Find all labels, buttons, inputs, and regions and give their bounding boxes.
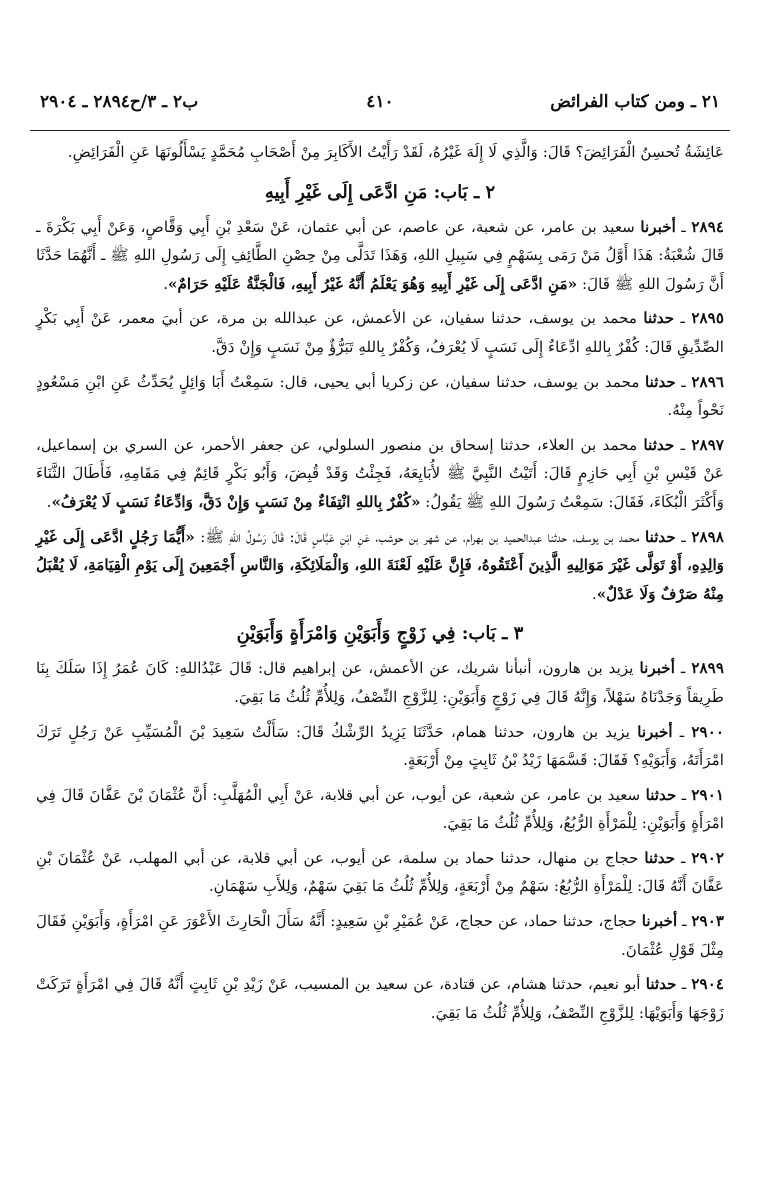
transmission-term: أخبرنا <box>637 722 673 741</box>
hadith-text: حجاج بن منهال، حدثنا حماد بن سلمة، عن أيوب، عن أبي قلابة، عن أبي المهلب، عَنْ عُثْمَانَ بْنِ عَفَّانَ أَنَّهُ قَالَ: لِلْمَرْأَةِ الرُّبُعُ: سَهْمٌ مِنْ أَرْبَعَةٍ، وَلِلأُمِّ ثُلُثُ مَا بَقِيَ سَهْمٌ، وَلِلأَبِ سَهْمَانِ. <box>36 848 724 896</box>
running-header <box>30 82 730 122</box>
hadith-text: محمد بن العلاء، حدثنا إسحاق بن منصور السلولي، عن جعفر الأحمر، عن السري بن إسماعيل، عَنْ قَيْسِ بْنِ أَبِي حَازِمٍ قَالَ: أَتَيْتُ النَّبِيَّ ﷺ لأُبَايِعَهُ، فَجِئْتُ وَقَدْ قُبِضَ، وَأَبُو بَكْرٍ قَائِمٌ فِي مَقَامِهِ، فَأَطَالَ الثَّنَاءَ وَأَكْثَرَ الْبُكَاءَ، فَقَالَ: سَمِعْتُ رَسُولَ اللهِ ﷺ يَقُولُ: <box>36 435 724 511</box>
hadith-number: ٢٩٠٤ <box>691 975 725 994</box>
transmission-term: حدثنا <box>643 309 675 328</box>
bab-heading: ٢ ـ بَاب: مَنِ ادَّعَى إِلَى غَيْرِ أَبِيهِ <box>264 181 496 203</box>
page-body <box>36 138 724 1174</box>
hadith-number: ٢٩٠١ <box>691 785 725 804</box>
hadith-text: أبو نعيم، حدثنا هشام، عن قتادة، عن سعيد بن المسيب، عَنْ زَيْدِ بْنِ ثَابِتٍ أَنَّهُ قَالَ فِي امْرَأَةٍ تَرَكَتْ زَوْجَهَا وَأَبَوَيْهَا: لِلزَّوْجِ النِّصْفُ، وَلِلأُمِّ ثُلُثُ مَا بَقِيَ. <box>36 975 724 1022</box>
prophetic-text: «كُفْرٌ بِاللهِ انْتِفَاءٌ مِنْ نَسَبٍ وَإِنْ دَقَّ، وَادِّعَاءُ نَسَبٍ لَا يُعْرَفُ» <box>51 492 421 511</box>
paragraph-text: عَائِشَةُ تُحسِنُ الْفَرَائِضَ؟ قَالَ: وَالَّذِي لَا إِلَهَ غَيْرُهُ، لَقَدْ رَأَيْتُ الأَكَابِرَ مِنْ أَصْحَابِ مُحَمَّدٍ يَسْأَلُونَهَا عَنِ الْفَرَائِضِ. <box>67 143 724 161</box>
hadith-text: يزيد بن هارون، أنبأنا شريك، عن الأعمش، عن إبراهيم قال: قَالَ عَبْدُاللهِ: كَانَ عُمَرُ إِذَا سَلَكَ بِنَا طَرِيقاً وَجَدْنَاهُ سَهْلاً، وَإِنَّهُ قَالَ فِي زَوْجٍ وَأَبَوَيْنِ: لِلزَّوْجِ النِّصْفُ، وَلِلأُمِّ ثُلُثُ مَا بَقِيَ. <box>36 659 724 706</box>
transmission-term: حدثنا <box>645 527 676 546</box>
hadith-end: . <box>46 492 52 511</box>
transmission-term: أخبرنا <box>640 217 676 236</box>
hadith-number: ٢٩٠٠ <box>691 722 725 741</box>
transmission-term: أخبرنا <box>641 912 678 931</box>
transmission-term: حدثنا <box>644 848 676 867</box>
chapter-title: ٢١ ـ ومن كتاب الفرائض <box>550 92 720 112</box>
hadith-paragraph: ٢٨٩٩ ـ أخبرنا يزيد بن هارون، أنبأنا شريك، عن الأعمش، عن إبراهيم قال: قَالَ عَبْدُاللهِ: كَانَ عُمَرُ إِذَا سَلَكَ بِنَا طَرِيقاً وَجَدْنَاهُ سَهْلاً، وَإِنَّهُ قَالَ فِي زَوْجٍ وَأَبَوَيْنِ: لِلزَّوْجِ النِّصْفُ، وَلِلأُمِّ ثُلُثُ مَا بَقِيَ. <box>36 659 724 706</box>
hadith-number: ٢٩٠٣ <box>691 912 725 931</box>
hadith-paragraph: ٢٨٩٨ ـ حدثنا محمد بن يوسف، حدثنا عبدالحميد بن بهرام، عن شهر بن حوشب، عَنِ ابْنِ عَبَّاسٍ قَالَ: قَالَ رَسُولُ اللهِ ﷺ: «أَيُّمَا رَجُلٍ ادَّعَى إِلَى غَيْرِ وَالِدِهِ، أَوْ تَوَلَّى غَيْرَ مَوَالِيهِ الَّذِينَ أَعْتَقُوهُ، فَإِنَّ عَلَيْهِ لَعْنَةَ اللهِ، وَالْمَلَائِكَةِ، وَالنَّاسِ أَجْمَعِينَ إِلَى يَوْمِ الْقِيَامَةِ، لَا يُقْبَلُ مِنْهُ صَرْفٌ وَلَا عَدْلٌ». <box>36 527 724 603</box>
hadith-paragraph: ٢٩٠١ ـ حدثنا سعيد بن عامر، عن شعبة، عن أيوب، عن أبي قلابة، عَنْ أَبِي الْمُهَلَّبِ: أَنَّ عُثْمَانَ بْنَ عَفَّانَ قَالَ فِي امْرَأَةٍ وَأَبَوَيْنِ: لِلْمَرْأَةِ الرُّبُعُ، وَلِلأُمِّ ثُلُثُ مَا بَقِيَ. <box>36 785 725 833</box>
hadith-number: ٢٨٩٨ <box>691 527 724 546</box>
hadith-paragraph: ٢٨٩٧ ـ حدثنا محمد بن العلاء، حدثنا إسحاق بن منصور السلولي، عن جعفر الأحمر، عن السري بن إسماعيل، عَنْ قَيْسِ بْنِ أَبِي حَازِمٍ قَالَ: أَتَيْتُ النَّبِيَّ ﷺ لأُبَايِعَهُ، فَجِئْتُ وَقَدْ قُبِضَ، وَأَبُو بَكْرٍ قَائِمٌ فِي مَقَامِهِ، فَأَطَالَ الثَّنَاءَ وَأَكْثَرَ الْبُكَاءَ، فَقَالَ: سَمِعْتُ رَسُولَ اللهِ ﷺ يَقُولُ: «كُفْرٌ بِاللهِ انْتِفَاءٌ مِنْ نَسَبٍ وَإِنْ دَقَّ، وَادِّعَاءُ نَسَبٍ لَا يُعْرَفُ». <box>36 435 725 511</box>
hadith-end: . <box>163 274 169 293</box>
hadith-text: سعيد بن عامر، عن شعبة، عن أيوب، عن أبي قلابة، عَنْ أَبِي الْمُهَلَّبِ: أَنَّ عُثْمَانَ بْنَ عَفَّانَ قَالَ فِي امْرَأَةٍ وَأَبَوَيْنِ: لِلْمَرْأَةِ الرُّبُعُ، وَلِلأُمِّ ثُلُثُ مَا بَقِيَ. <box>36 785 724 833</box>
hadith-paragraph: ٢٩٠٣ ـ أخبرنا حجاج، حدثنا حماد، عن حجاج، عَنْ عُمَيْرِ بْنِ سَعِيدٍ: أَنَّهُ سَأَلَ الْحَارِثَ الأَعْوَرَ عَنِ امْرَأَةٍ، وَأَبَوَيْنِ فَقَالَ مِثْلَ قَوْلِ عُثْمَانَ. <box>36 912 725 959</box>
hadith-number: ٢٨٩٥ <box>691 309 724 328</box>
hadith-number: ٢٨٩٦ <box>691 372 725 391</box>
hadith-number: ٢٨٩٩ <box>691 659 724 678</box>
hadith-reference: ب٢ ـ ٣/ح٢٨٩٤ ـ ٢٩٠٤ <box>40 92 199 112</box>
continuation-paragraph <box>36 138 724 167</box>
hadith-paragraph: ٢٨٩٤ ـ أخبرنا سعيد بن عامر، عن شعبة، عن عاصم، عن أبي عثمان، عَنْ سَعْدِ بْنِ أَبِي وَقَّاصٍ، وَعَنْ أَبِي بَكْرَةَ ـ قَالَ شُعْبَةُ: هَذَا أَوَّلُ مَنْ رَمَى بِسَهْمٍ فِي سَبِيلِ اللهِ، وَهَذَا تَدَلَّى مِنْ حِصْنِ الطَّائِفِ إِلَى رَسُولِ اللهِ ﷺ ـ أَنَّهُمَا حَدَّثَا أَنَّ رَسُولَ اللهِ ﷺ قَالَ: «مَنِ ادَّعَى إِلَى غَيْرِ أَبِيهِ وَهُوَ يَعْلَمُ أَنَّهُ غَيْرُ أَبِيهِ، فَالْجَنَّةُ عَلَيْهِ حَرَامٌ». <box>36 217 725 293</box>
hadith-text: محمد بن يوسف، حدثنا سفيان، عن زكريا أبي يحيى، قال: سَمِعْتُ أَبَا وَائِلٍ يُحَدِّثُ عَنِ ابْنِ مَسْعُودٍ نَحْواً مِنْهُ. <box>36 372 724 420</box>
hadith-paragraph: ٢٩٠٢ ـ حدثنا حجاج بن منهال، حدثنا حماد بن سلمة، عن أيوب، عن أبي قلابة، عن أبي المهلب، عَنْ عُثْمَانَ بْنِ عَفَّانَ أَنَّهُ قَالَ: لِلْمَرْأَةِ الرُّبُعُ: سَهْمٌ مِنْ أَرْبَعَةٍ، وَلِلأُمِّ ثُلُثُ مَا بَقِيَ سَهْمٌ، وَلِلأَبِ سَهْمَانِ. <box>36 848 725 896</box>
hadith-text: يزيد بن هارون، حدثنا همام، حَدَّثَنَا يَزِيدُ الرِّشْكُ قَالَ: سَأَلْتُ سَعِيدَ بْنَ الْمُسَيِّبِ عَنْ رَجُلٍ تَرَكَ امْرَأَتَهُ، وَأَبَوَيْهِ؟ فَقَالَ: قَسَّمَهَا زَيْدُ بْنُ ثَابِتٍ مِنْ أَرْبَعَةٍ. <box>36 722 724 770</box>
transmission-term: حدثنا <box>645 975 677 994</box>
transmission-term: حدثنا <box>645 372 676 391</box>
transmission-term: حدثنا <box>643 435 675 454</box>
transmission-term: حدثنا <box>645 785 677 804</box>
hadith-number: ٢٩٠٢ <box>691 848 725 867</box>
hadith-text: سعيد بن عامر، عن شعبة، عن عاصم، عن أبي عثمان، عَنْ سَعْدِ بْنِ أَبِي وَقَّاصٍ، وَعَنْ أَبِي بَكْرَةَ ـ قَالَ شُعْبَةُ: هَذَا أَوَّلُ مَنْ رَمَى بِسَهْمٍ فِي سَبِيلِ اللهِ، وَهَذَا تَدَلَّى مِنْ حِصْنِ الطَّائِفِ إِلَى رَسُولِ اللهِ ﷺ ـ أَنَّهُمَا حَدَّثَا أَنَّ رَسُولَ اللهِ ﷺ قَالَ: <box>36 217 724 293</box>
hadith-end: . <box>591 584 597 603</box>
hadith-text: محمد بن يوسف، حدثنا عبدالحميد بن بهرام، عن شهر بن حوشب، عَنِ ابْنِ عَبَّاسٍ قَالَ: قَالَ رَسُولُ اللهِ ﷺ: <box>200 527 640 546</box>
hadith-number: ٢٨٩٧ <box>691 435 725 454</box>
prophetic-text: «أَيُّمَا رَجُلٍ ادَّعَى إِلَى غَيْرِ وَالِدِهِ، أَوْ تَوَلَّى غَيْرَ مَوَالِيهِ الَّذِينَ أَعْتَقُوهُ، فَإِنَّ عَلَيْهِ لَعْنَةَ اللهِ، وَالْمَلَائِكَةِ، وَالنَّاسِ أَجْمَعِينَ إِلَى يَوْمِ الْقِيَامَةِ، لَا يُقْبَلُ مِنْهُ صَرْفٌ وَلَا عَدْلٌ» <box>36 527 724 603</box>
page-number: ٤١٠ <box>366 92 394 112</box>
hadith-number: ٢٨٩٤ <box>691 217 725 236</box>
header-rule <box>30 130 730 131</box>
transmission-term: أخبرنا <box>639 659 675 678</box>
hadith-paragraph: ٢٩٠٤ ـ حدثنا أبو نعيم، حدثنا هشام، عن قتادة، عن سعيد بن المسيب، عَنْ زَيْدِ بْنِ ثَابِتٍ أَنَّهُ قَالَ فِي امْرَأَةٍ تَرَكَتْ زَوْجَهَا وَأَبَوَيْهَا: لِلزَّوْجِ النِّصْفُ، وَلِلأُمِّ ثُلُثُ مَا بَقِيَ. <box>36 975 725 1022</box>
hadith-paragraph: ٢٨٩٥ ـ حدثنا محمد بن يوسف، حدثنا سفيان، عن الأعمش، عن عبدالله بن مرة، عن أبيَ معمر، عَنْ أَبِي بَكْرٍ الصِّدِّيقِ قَالَ: كُفْرٌ بِاللهِ ادِّعَاءٌ إِلَى نَسَبٍ لَا يُعْرَفُ، وَكُفْرٌ بِاللهِ تَبَرُّؤٌ مِنْ نَسَبٍ وَإِنْ دَقَّ. <box>36 309 724 356</box>
hadith-text: حجاج، حدثنا حماد، عن حجاج، عَنْ عُمَيْرِ بْنِ سَعِيدٍ: أَنَّهُ سَأَلَ الْحَارِثَ الأَعْوَرَ عَنِ امْرَأَةٍ، وَأَبَوَيْنِ فَقَالَ مِثْلَ قَوْلِ عُثْمَانَ. <box>36 912 724 959</box>
bab-heading: ٣ ـ بَاب: فِي زَوْجٍ وَأَبَوَيْنِ وَامْرَأَةٍ وَأَبَوَيْنِ <box>236 623 524 645</box>
hadith-text: محمد بن يوسف، حدثنا سفيان، عن الأعمش، عن عبدالله بن مرة، عن أبيَ معمر، عَنْ أَبِي بَكْرٍ الصِّدِّيقِ قَالَ: كُفْرٌ بِاللهِ ادِّعَاءٌ إِلَى نَسَبٍ لَا يُعْرَفُ، وَكُفْرٌ بِاللهِ تَبَرُّؤٌ مِنْ نَسَبٍ وَإِنْ دَقَّ. <box>36 309 724 356</box>
hadith-paragraph: ٢٩٠٠ ـ أخبرنا يزيد بن هارون، حدثنا همام، حَدَّثَنَا يَزِيدُ الرِّشْكُ قَالَ: سَأَلْتُ سَعِيدَ بْنَ الْمُسَيِّبِ عَنْ رَجُلٍ تَرَكَ امْرَأَتَهُ، وَأَبَوَيْهِ؟ فَقَالَ: قَسَّمَهَا زَيْدُ بْنُ ثَابِتٍ مِنْ أَرْبَعَةٍ. <box>36 722 725 770</box>
prophetic-text: «مَنِ ادَّعَى إِلَى غَيْرِ أَبِيهِ وَهُوَ يَعْلَمُ أَنَّهُ غَيْرُ أَبِيهِ، فَالْجَنَّةُ عَلَيْهِ حَرَامٌ» <box>168 274 578 293</box>
hadith-paragraph: ٢٨٩٦ ـ حدثنا محمد بن يوسف، حدثنا سفيان، عن زكريا أبي يحيى، قال: سَمِعْتُ أَبَا وَائِلٍ يُحَدِّثُ عَنِ ابْنِ مَسْعُودٍ نَحْواً مِنْهُ. <box>36 372 725 420</box>
